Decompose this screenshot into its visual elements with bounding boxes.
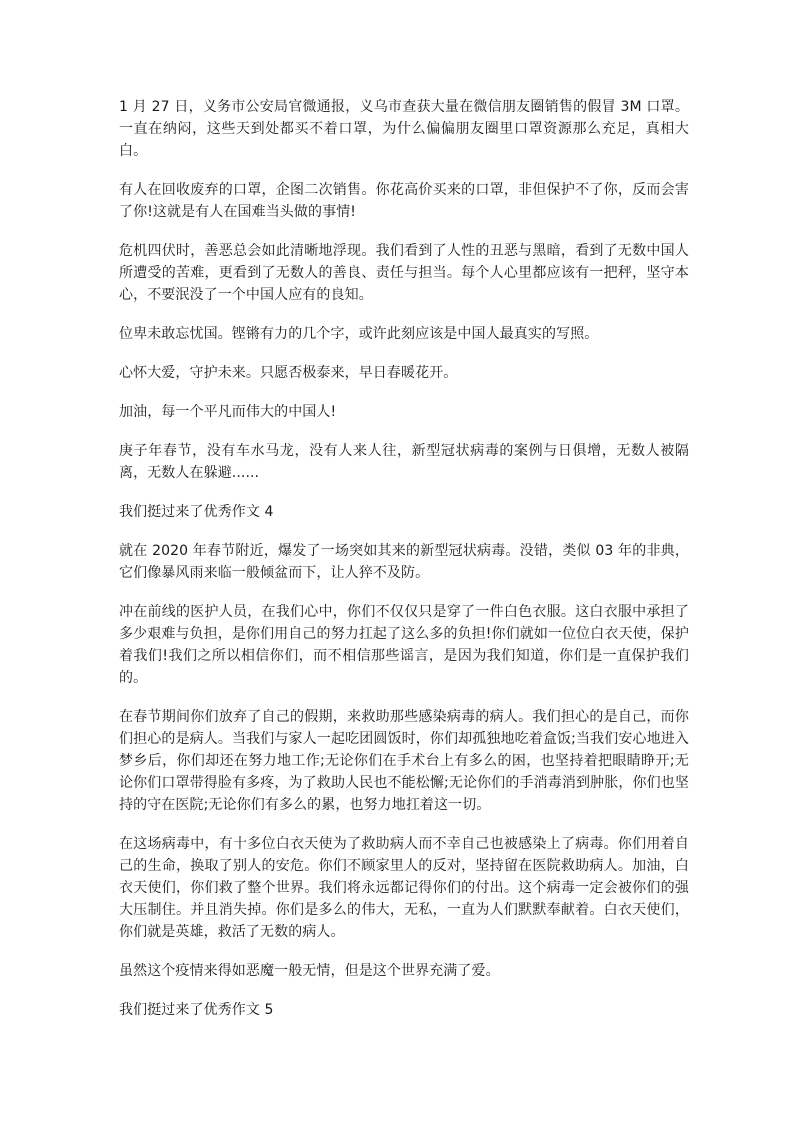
- paragraph-1: 1 月 27 日，义务市公安局官微通报，义乌市查获大量在微信朋友圈销售的假冒 3M 口罩。一直在纳闷，这些天到处都买不着口罩，为什么偏偏朋友圈里口罩资源那么充足，真相大白。: [119, 99, 689, 159]
- paragraph-4: 位卑未敢忘忧国。铿锵有力的几个字，或许此刻应该是中国人最真实的写照。: [119, 326, 599, 342]
- paragraph-11: 在这场病毒中，有十多位白衣天使为了救助病人而不幸自己也被感染上了病毒。你们用着自己的生命，换取了别人的安危。你们不顾家里人的反对，坚持留在医院救助病人。加油，白衣天使们，你们救了整个世界。我们将永远都记得你们的付出。这个病毒一定会被你们的强大压制住。并且消失掉。你们是多么的伟大，无私，一直为人们默默奉献着。白衣天使们，你们就是英雄，救活了无数的病人。: [119, 836, 689, 940]
- paragraph-10: 在春节期间你们放弃了自己的假期，来救助那些感染病毒的病人。我们担心的是自己，而你们担心的是病人。当我们与家人一起吃团圆饭时，你们却孤独地吃着盒饭;当我们安心地进入梦乡后，你们却还在努力地工作;无论你们在手术台上有多么的困，也坚持着把眼睛睁开;无论你们口罩带得脸有多疼，为了救助人民也不能松懈;无论你们的手消毒消到肿胀，你们也坚持的守在医院;无论你们有多么的累，也努力地扛着这一切。: [119, 709, 689, 813]
- paragraph-3: 危机四伏时，善恶总会如此清晰地浮现。我们看到了人性的丑恶与黑暗，看到了无数中国人所遭受的苦难，更看到了无数人的善良、责任与担当。每个人心里都应该有一把秤，坚守本心，不要泯没了一个中国人应有的良知。: [119, 243, 689, 303]
- paragraph-2: 有人在回收废弃的口罩，企图二次销售。你花高价买来的口罩，非但保护不了你，反而会害了你!这就是有人在国难当头做的事情!: [119, 182, 689, 220]
- paragraph-9: 冲在前线的医护人员，在我们心中，你们不仅仅只是穿了一件白色衣服。这白衣服中承担了多少艰难与负担，是你们用自己的努力扛起了这么多的负担!你们就如一位位白衣天使，保护着我们!我们之所以相信你们，而不相信那些谣言，是因为我们知道，你们是一直保护我们的。: [119, 604, 689, 686]
- paragraph-5: 心怀大爱，守护未来。只愿否极泰来，早日春暖花开。: [119, 365, 458, 381]
- section-heading-4: 我们挺过来了优秀作文 4: [119, 504, 274, 520]
- paragraph-8: 就在 2020 年春节附近，爆发了一场突如其来的新型冠状病毒。没错，类似 03 年的非典，它们像暴风雨来临一般倾盆而下，让人猝不及防。: [119, 543, 689, 581]
- paragraph-6: 加油，每一个平凡而伟大的中国人!: [119, 404, 337, 420]
- document-body: [119, 96, 689, 1038]
- paragraph-7: 庚子年春节，没有车水马龙，没有人来人往，新型冠状病毒的案例与日俱增，无数人被隔离，无数人在躲避......: [119, 443, 689, 481]
- paragraph-12: 虽然这个疫情来得如恶魔一般无情，但是这个世界充满了爱。: [119, 963, 500, 979]
- section-heading-5: 我们挺过来了优秀作文 5: [119, 1002, 274, 1018]
